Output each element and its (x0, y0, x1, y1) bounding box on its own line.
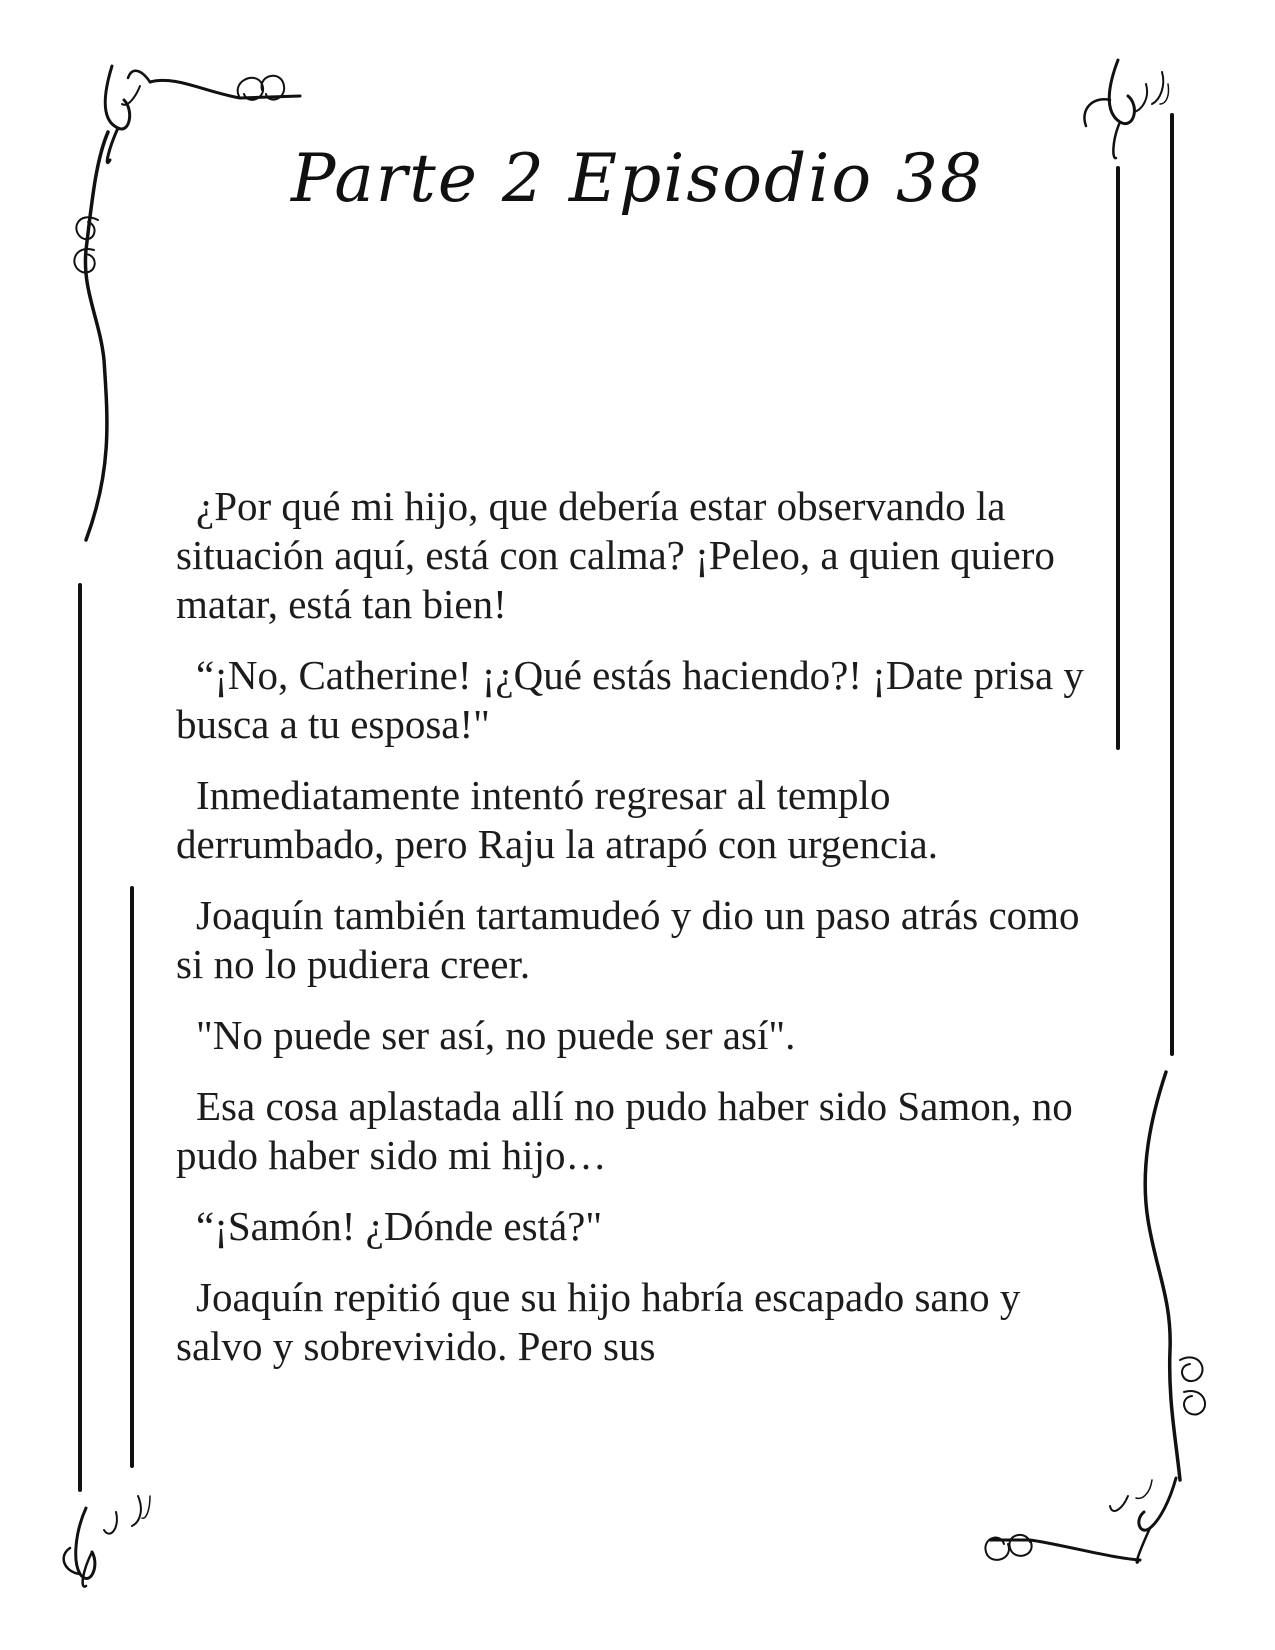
paragraph: “¡Samón! ¿Dónde está?" (196, 1203, 603, 1249)
paragraph: Joaquín también tartamudeó y dio un paso atrás como si no lo pudiera creer. (176, 892, 1080, 987)
paragraph: Inmediatamente intentó regresar al templo derrumbado, pero Raju la atrapó con urgencia. (176, 772, 939, 867)
paragraph: Joaquín repitió que su hijo habría escapado sano y salvo y sobrevivido. Pero sus (176, 1274, 1021, 1369)
paragraph: “¡No, Catherine! ¡¿Qué estás haciendo?! ¡Date prisa y busca a tu esposa!" (176, 652, 1084, 747)
bottom-left-flourish (64, 1496, 150, 1587)
top-left-flourish (74, 66, 300, 540)
page-title: Parte 2 Episodio 38 (290, 140, 985, 217)
paragraph: "No puede ser así, no puede ser así". (196, 1012, 796, 1058)
paragraph: ¿Por qué mi hijo, que debería estar observando la situación aquí, está con calma? ¡Peleo, a quien quiero matar, está tan bien! (176, 483, 1055, 627)
chapter-body (176, 482, 1096, 1393)
paragraph: Esa cosa aplastada allí no pudo haber sido Samon, no pudo haber sido mi hijo… (176, 1083, 1073, 1178)
